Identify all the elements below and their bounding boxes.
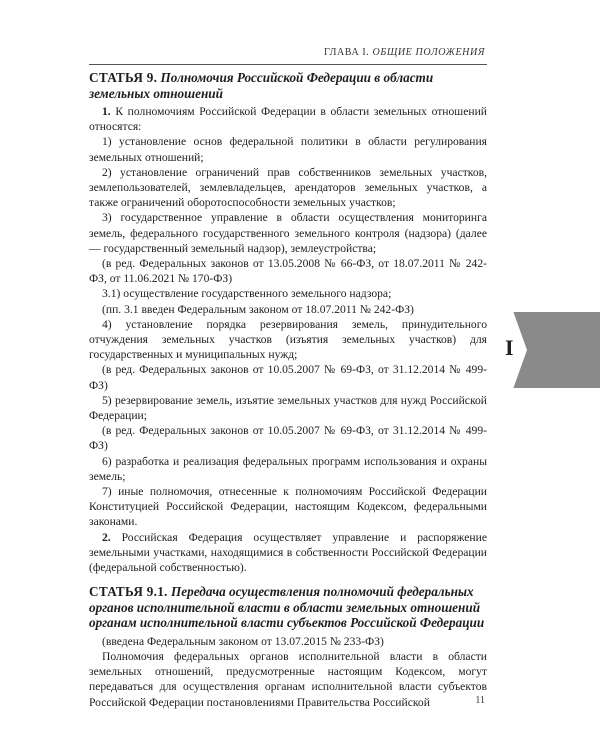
article-9-1-number: СТАТЬЯ 9.1. xyxy=(89,584,168,600)
paragraph-text: 6) разработка и реализация федеральных программ использования и охраны земель; xyxy=(89,454,487,483)
paragraph-text: Российская Федерация осуществляет управление и распоряжение земельными участками, находящимися в собственности Российской Федерации (федеральной собственностью). xyxy=(89,530,487,575)
paragraph xyxy=(89,134,487,164)
paragraph-text: (в ред. Федеральных законов от 13.05.2008 № 66-ФЗ, от 18.07.2011 № 242-ФЗ, от 11.06.2021 № 170-ФЗ) xyxy=(89,257,487,286)
paragraph-text: Полномочия федеральных органов исполнительной власти в области земельных отношений, предусмотренные настоящим Кодексом, могут передаваться для осуществления органам исполнительной власти субъектов Российской Федерации постановлениями Правительства Российской xyxy=(89,650,487,709)
chapter-label: ГЛАВА I. xyxy=(323,47,370,58)
paragraph xyxy=(89,530,487,576)
page-number: 11 xyxy=(475,695,485,706)
paragraph-text: (в ред. Федеральных законов от 10.05.2007 № 69-ФЗ, от 31.12.2014 № 499-ФЗ) xyxy=(89,424,487,453)
paragraph-number: 2. xyxy=(102,530,111,544)
article-9-heading xyxy=(89,70,487,101)
paragraph xyxy=(89,454,487,484)
paragraph-text: 1) установление основ федеральной политики в области регулирования земельных отношений; xyxy=(89,135,487,164)
paragraph xyxy=(89,484,487,530)
paragraph-text: 7) иные полномочия, отнесенные к полномочиям Российской Федерации Конституцией Российской Федерации, настоящим Кодексом, федеральными законами. xyxy=(89,485,487,529)
paragraph-text: (введена Федеральным законом от 13.07.2015 № 233-ФЗ) xyxy=(102,634,384,648)
paragraph-text: 3.1) осуществление государственного земельного надзора; xyxy=(102,287,392,301)
page-body xyxy=(89,70,487,710)
paragraph-text: К полномочиям Российской Федерации в области земельных отношений относятся: xyxy=(89,105,487,134)
article-9-number: СТАТЬЯ 9. xyxy=(89,70,158,85)
paragraph xyxy=(89,302,487,317)
paragraph-text: (в ред. Федеральных законов от 10.05.2007 № 69-ФЗ, от 31.12.2014 № 499-ФЗ) xyxy=(89,363,487,392)
paragraph xyxy=(89,286,487,301)
article-9-1-title: Передача осуществления полномочий федеральных органов исполнительной власти в области земельных отношений органам исполнительной власти субъектов Российской Федерации xyxy=(89,584,485,631)
article-9-body xyxy=(89,104,487,575)
paragraph xyxy=(89,362,487,392)
chapter-title: ОБЩИЕ ПОЛОЖЕНИЯ xyxy=(372,47,485,58)
chapter-tab-label: I xyxy=(505,335,514,360)
article-9-1-heading xyxy=(89,584,487,631)
running-header xyxy=(324,47,485,58)
paragraph-number: 1. xyxy=(102,105,111,118)
header-rule xyxy=(89,64,487,65)
paragraph xyxy=(89,104,487,134)
paragraph-text: 2) установление ограничений прав собственников земельных участков, землепользователей, землевладельцев, арендаторов земельных участков, а также ограничений оборотоспособности земельных участков; xyxy=(89,165,487,210)
paragraph-text: 5) резервирование земель, изъятие земельных участков для нужд Российской Федерации; xyxy=(89,393,487,423)
paragraph-text: (пп. 3.1 введен Федеральным законом от 18.07.2011 № 242-ФЗ) xyxy=(102,302,414,316)
paragraph-text: 4) установление порядка резервирования земель, принудительного отчуждения земельных участков (изъятия земельных участков) для государственных и муниципальных нужд; xyxy=(89,317,487,362)
paragraph-text: 3) государственное управление в области осуществления мониторинга земель, федерального государственного земельного контроля (надзора) (далее — государственный земельный надзор), землеустройства; xyxy=(89,211,487,255)
article-9-1-body xyxy=(89,634,487,710)
paragraph xyxy=(89,393,487,423)
paragraph xyxy=(89,649,487,710)
paragraph xyxy=(89,256,487,286)
paragraph xyxy=(89,165,487,211)
paragraph xyxy=(89,634,487,649)
paragraph xyxy=(89,317,487,363)
paragraph xyxy=(89,210,487,256)
paragraph xyxy=(89,423,487,453)
chapter-tab xyxy=(493,312,600,388)
article-9-title: Полномочия Российской Федерации в области земельных отношений xyxy=(89,70,434,101)
